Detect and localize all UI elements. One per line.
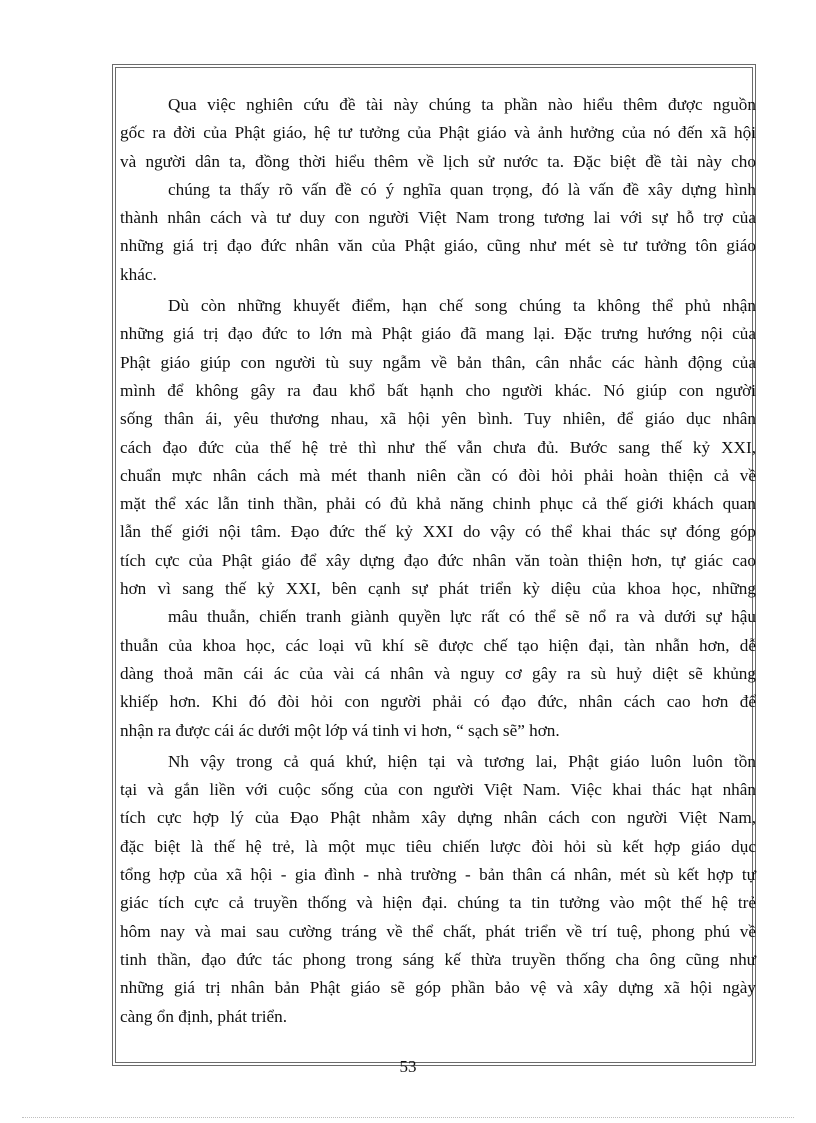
text-line: mình để không gây ra đau khổ bất hạnh cho người khác. Nó giúp con người [120,380,756,400]
text-line: dàng thoả mãn cái ác của vài cá nhân và nguy cơ gây ra sù huỷ diệt sẽ khủng [120,663,756,683]
text-line: mặt thể xác lẫn tinh thần, phải có đủ khả năng chinh phục cả thế giới khách quan [120,494,756,514]
document-body [120,91,756,1031]
text-line: hơn vì sang thế kỷ XXI, bên cạnh sự phát triển kỳ diệu của khoa học, những [120,579,756,599]
paragraph-3 [120,748,756,1031]
text-line: khác. [120,264,157,284]
text-line: Qua việc nghiên cứu đề tài này chúng ta phần nào hiểu thêm được nguồn [168,95,756,114]
text-line: tinh thần, đạo đức tác phong trong sáng kế thừa truyền thống cha ông cũng như [120,949,756,969]
text-line: cách đạo đức của thế hệ trẻ thì như thế vẫn chưa đủ. Bước sang thế kỷ XXI, [120,437,756,457]
text-line: khiếp hơn. Khi đó đòi hỏi con người phải có đạo đức, nhân cách cao hơn để [120,692,756,712]
text-line: những giá trị nhân bản Phật giáo sẽ góp phần bảo vệ và xây dựng xã hội ngày [120,978,756,998]
text-line: chúng ta thấy rõ vấn đề có ý nghĩa quan trọng, đó là vấn đề xây dựng hình [168,179,756,199]
text-line: đặc biệt là thế hệ trẻ, là một mục tiêu chiến lược đòi hỏi sù kết hợp giáo dục [120,836,756,856]
text-line: chuẩn mực nhân cách mà mét thanh niên cần có đòi hỏi phải hoàn thiện cả về [120,465,756,485]
text-line: nhận ra được cái ác dưới một lớp vá tinh vi hơn, “ sạch sẽ” hơn. [120,720,560,740]
text-line: hôm nay và mai sau cường tráng về thể chất, phát triển về trí tuệ, phong phú về [120,921,756,941]
text-line: và người dân ta, đồng thời hiểu thêm về lịch sử nước ta. Đặc biệt đề tài này cho [120,151,756,171]
text-line: giác tích cực cả truyền thống và hiện đại. chúng ta tin tưởng vào một thế hệ trẻ [120,893,756,913]
text-line: Phật giáo giúp con người tù suy ngẫm về bản thân, cân nhắc các hành động của [120,352,756,372]
page-number: 53 [399,1057,417,1076]
text-line: Nh vậy trong cả quá khứ, hiện tại và tương lai, Phật giáo luôn luôn tồn [168,751,756,771]
text-line: tích cực của Phật giáo để xây dựng đạo đức nhân văn toàn thiện hơn, tự giác cao [120,550,756,570]
footer-divider [22,1117,794,1118]
text-line: lẫn thế giới nội tâm. Đạo đức thế kỷ XXI do vậy có thể khai thác sự đóng góp [120,522,756,542]
text-line: những giá trị đạo đức nhân văn của Phật giáo, cũng như mét sè tư tưởng tôn giáo [120,236,756,256]
text-line: càng ổn định, phát triển. [120,1006,288,1026]
text-line: gốc ra đời của Phật giáo, hệ tư tưởng của Phật giáo và ảnh hưởng của nó đến xã hội [120,123,756,143]
text-line: những giá trị đạo đức to lớn mà Phật giáo đã mang lại. Đặc trưng hướng nội của [120,324,756,344]
text-line: sống thân ái, yêu thương nhau, xã hội yên bình. Tuy nhiên, để giáo dục nhân [120,409,756,429]
paragraph-2 [120,292,756,745]
text-line: tổng hợp của xã hội - gia đình - nhà trường - bản thân cá nhân, mét sù kết hợp tự [120,865,756,885]
text-line: thuẫn của khoa học, các loại vũ khí sẽ được chế tạo hiện đại, tàn nhẫn hơn, dễ [120,635,756,655]
text-line: Dù còn những khuyết điểm, hạn chế song chúng ta không thể phủ nhận [168,296,756,316]
paragraph-1 [120,91,756,289]
text-line: mâu thuẫn, chiến tranh giành quyền lực rất có thể sẽ nổ ra và dưới sự hậu [168,607,756,627]
text-line: tại và gắn liền với cuộc sống của con người Việt Nam. Việc khai thác hạt nhân [120,780,756,800]
text-line: tích cực hợp lý của Đạo Phật nhằm xây dựng nhân cách con người Việt Nam, [120,808,756,828]
text-line: thành nhân cách và tư duy con người Việt Nam trong tương lai với sự hỗ trợ của [120,208,756,228]
